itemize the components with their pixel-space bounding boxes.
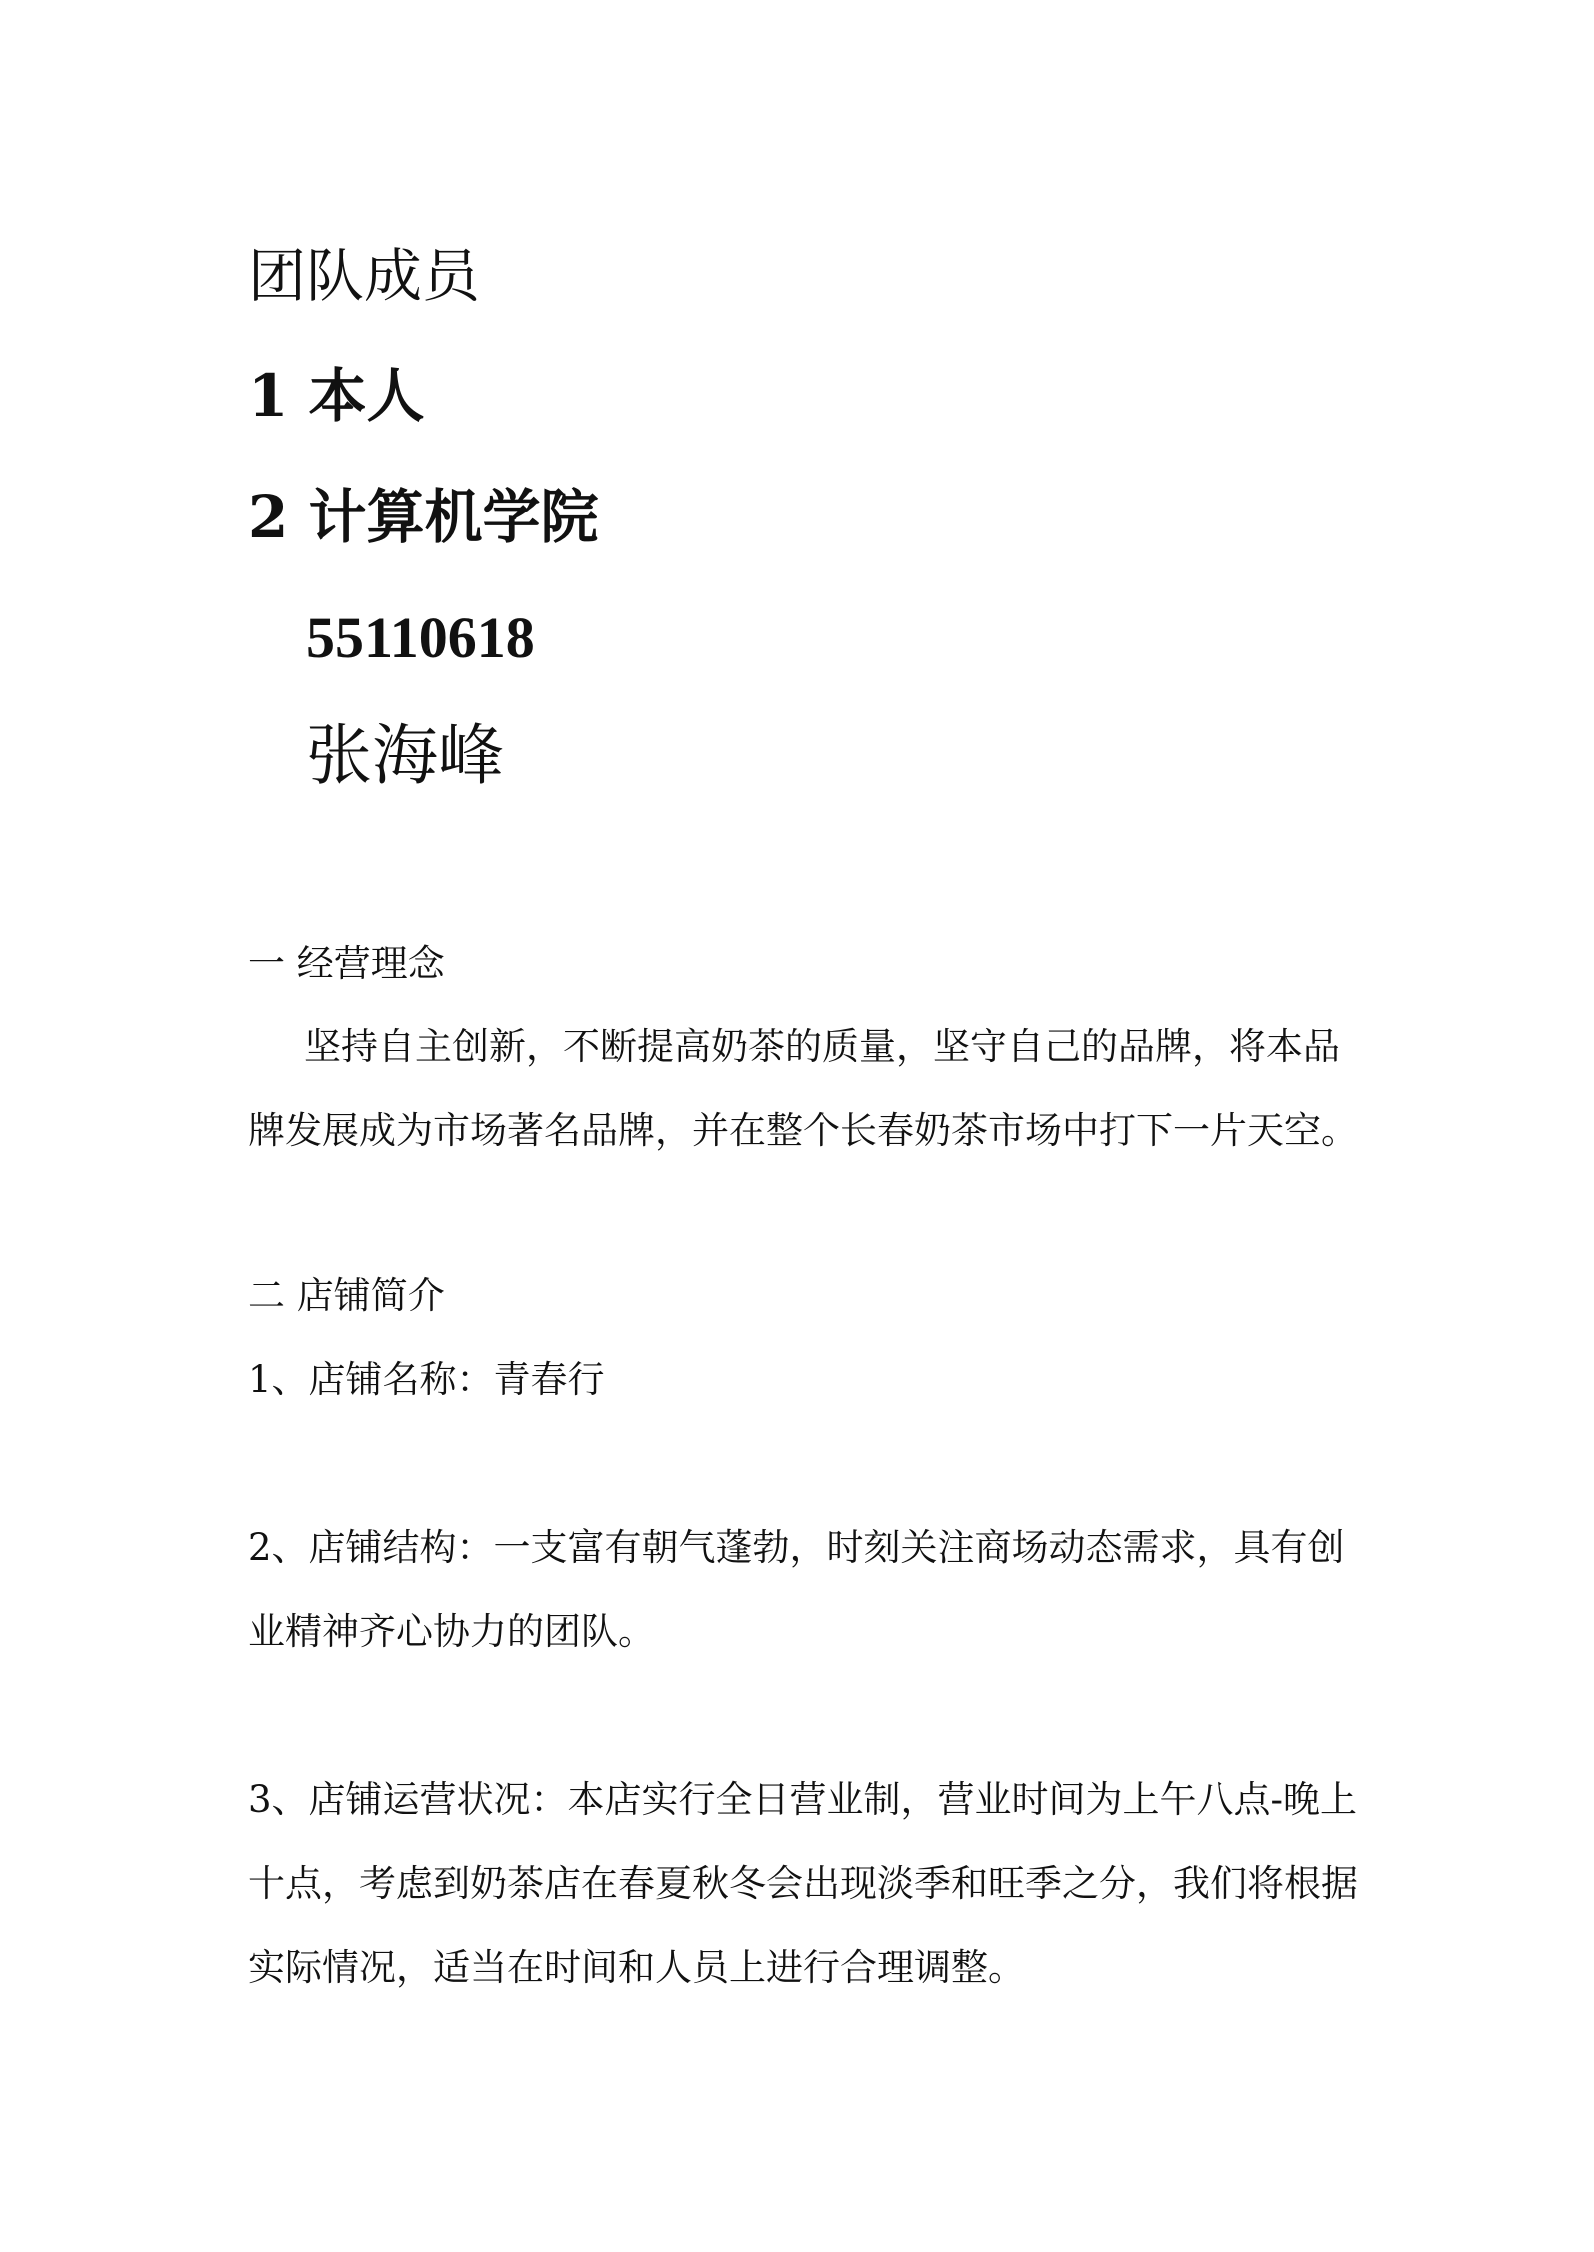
section-2-heading: 二 店铺简介 [248, 1274, 445, 1317]
shop-structure-line-1: 2、店铺结构：一支富有朝气蓬勃，时刻关注商场动态需求，具有创 [248, 1526, 1345, 1569]
section-1-paragraph-line-1: 坚持自主创新，不断提高奶茶的质量，坚守自己的品牌，将本品 [304, 1025, 1340, 1068]
shop-structure-line-2: 业精神齐心协力的团队。 [248, 1610, 655, 1653]
member-2-line: 2 计算机学院 [248, 483, 599, 551]
member-name: 张海峰 [306, 717, 504, 794]
section-1-heading: 一 经营理念 [248, 942, 445, 985]
student-id: 55110618 [306, 605, 535, 670]
shop-operation-line-2: 十点，考虑到奶茶店在春夏秋冬会出现淡季和旺季之分，我们将根据 [248, 1862, 1358, 1905]
shop-operation-line-1: 3、店铺运营状况：本店实行全日营业制，营业时间为上午八点-晚上 [248, 1778, 1358, 1821]
section-1-paragraph-line-2: 牌发展成为市场著名品牌，并在整个长春奶茶市场中打下一片天空。 [248, 1109, 1358, 1152]
shop-name-line: 1、店铺名称：青春行 [248, 1358, 605, 1401]
shop-operation-line-3: 实际情况，适当在时间和人员上进行合理调整。 [248, 1946, 1025, 1989]
member-1-line: 1 本人 [248, 362, 425, 430]
team-members-title: 团队成员 [248, 242, 481, 310]
